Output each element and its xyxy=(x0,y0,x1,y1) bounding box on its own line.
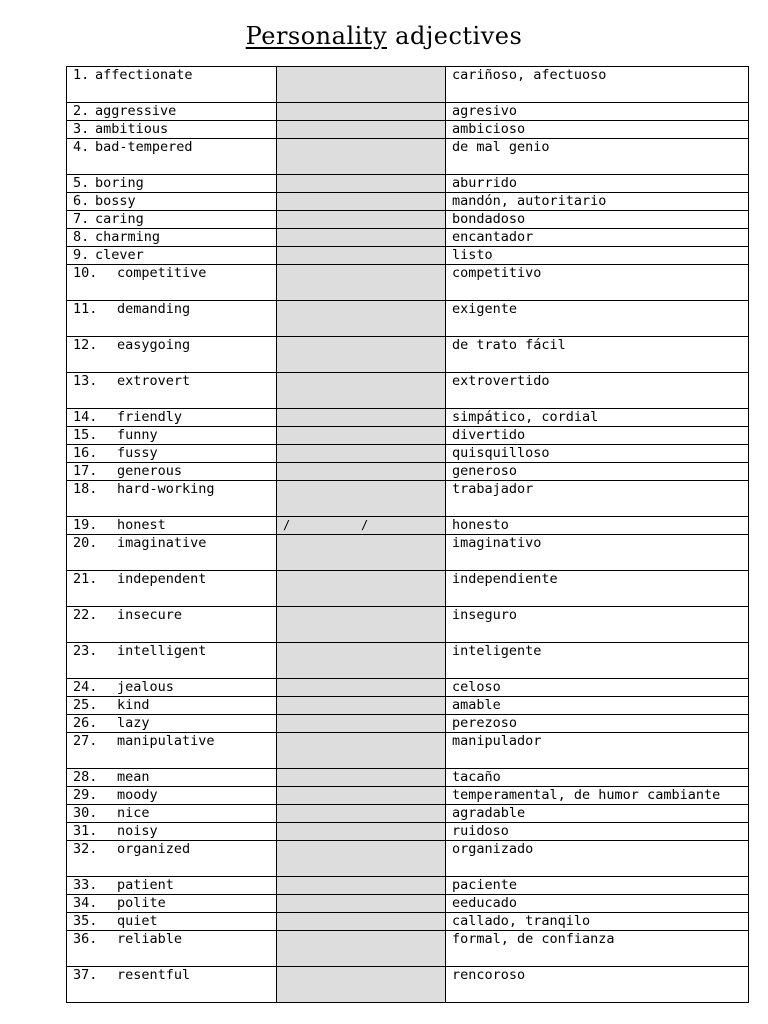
spanish-translation: bondadoso xyxy=(452,211,526,227)
item-number: 33. xyxy=(73,877,98,893)
spanish-translation: trabajador xyxy=(452,481,534,497)
spanish-translation: agresivo xyxy=(452,103,518,119)
english-word: honest xyxy=(117,517,166,533)
spanish-translation-cell xyxy=(446,463,749,481)
english-word-cell xyxy=(67,913,277,931)
spanish-translation: de trato fácil xyxy=(452,337,566,353)
spanish-translation-cell xyxy=(446,805,749,823)
table-row xyxy=(67,265,749,301)
spanish-translation-cell xyxy=(446,571,749,607)
spanish-translation: rencoroso xyxy=(452,967,526,983)
spanish-translation-cell xyxy=(446,697,749,715)
spanish-translation: paciente xyxy=(452,877,518,893)
english-word: clever xyxy=(95,247,144,263)
english-word: friendly xyxy=(117,409,183,425)
spanish-translation-cell xyxy=(446,211,749,229)
table-row xyxy=(67,895,749,913)
spanish-translation-cell xyxy=(446,103,749,121)
english-word: moody xyxy=(117,787,158,803)
blank-answer-cell[interactable] xyxy=(277,337,446,373)
item-number: 17. xyxy=(73,463,98,479)
english-word: kind xyxy=(117,697,150,713)
table-row xyxy=(67,427,749,445)
item-number: 4. xyxy=(73,139,90,155)
blank-answer-cell[interactable] xyxy=(277,805,446,823)
table-row xyxy=(67,463,749,481)
spanish-translation: mandón, autoritario xyxy=(452,193,607,209)
title-underlined-word: Personality xyxy=(245,22,388,50)
blank-answer-cell[interactable] xyxy=(277,643,446,679)
spanish-translation-cell xyxy=(446,427,749,445)
spanish-translation: inseguro xyxy=(452,607,518,623)
english-word-cell xyxy=(67,643,277,679)
spanish-translation: cariñoso, afectuoso xyxy=(452,67,607,83)
english-word: competitive xyxy=(117,265,207,281)
item-number: 1. xyxy=(73,67,90,83)
english-word: ambitious xyxy=(95,121,169,137)
spanish-translation: agradable xyxy=(452,805,526,821)
english-word-cell xyxy=(67,301,277,337)
table-row xyxy=(67,967,749,1003)
item-number: 5. xyxy=(73,175,90,191)
spanish-translation-cell xyxy=(446,445,749,463)
blank-answer-cell[interactable] xyxy=(277,463,446,481)
english-word-cell xyxy=(67,463,277,481)
spanish-translation: perezoso xyxy=(452,715,518,731)
blank-answer-cell[interactable] xyxy=(277,427,446,445)
item-number: 11. xyxy=(73,301,98,317)
item-number: 21. xyxy=(73,571,98,587)
english-word-cell xyxy=(67,67,277,103)
table-row xyxy=(67,301,749,337)
english-word-cell xyxy=(67,787,277,805)
blank-answer-cell[interactable] xyxy=(277,931,446,967)
english-word: bossy xyxy=(95,193,136,209)
spanish-translation-cell xyxy=(446,139,749,175)
item-number: 31. xyxy=(73,823,98,839)
spanish-translation: inteligente xyxy=(452,643,542,659)
blank-answer-cell[interactable] xyxy=(277,301,446,337)
blank-answer-cell[interactable] xyxy=(277,67,446,103)
spanish-translation-cell xyxy=(446,373,749,409)
item-number: 7. xyxy=(73,211,90,227)
english-word-cell xyxy=(67,931,277,967)
english-word-cell xyxy=(67,679,277,697)
table-row xyxy=(67,337,749,373)
english-word: generous xyxy=(117,463,183,479)
blank-answer-cell[interactable] xyxy=(277,535,446,571)
english-word: affectionate xyxy=(95,67,193,83)
english-word: fussy xyxy=(117,445,158,461)
english-word-cell xyxy=(67,733,277,769)
item-number: 24. xyxy=(73,679,98,695)
item-number: 12. xyxy=(73,337,98,353)
spanish-translation: quisquilloso xyxy=(452,445,550,461)
table-row xyxy=(67,931,749,967)
table-row xyxy=(67,373,749,409)
item-number: 30. xyxy=(73,805,98,821)
english-word: aggressive xyxy=(95,103,177,119)
english-word: extrovert xyxy=(117,373,191,389)
english-word: mean xyxy=(117,769,150,785)
spanish-translation: listo xyxy=(452,247,493,263)
english-word: easygoing xyxy=(117,337,191,353)
english-word-cell xyxy=(67,193,277,211)
english-word-cell xyxy=(67,427,277,445)
english-word-cell xyxy=(67,337,277,373)
blank-answer-cell[interactable] xyxy=(277,913,446,931)
english-word: boring xyxy=(95,175,144,191)
english-word: manipulative xyxy=(117,733,215,749)
table-row xyxy=(67,481,749,517)
table-row xyxy=(67,715,749,733)
spanish-translation-cell xyxy=(446,715,749,733)
spanish-translation-cell xyxy=(446,193,749,211)
spanish-translation-cell xyxy=(446,607,749,643)
spanish-translation: tacaño xyxy=(452,769,501,785)
item-number: 25. xyxy=(73,697,98,713)
item-number: 20. xyxy=(73,535,98,551)
english-word: organized xyxy=(117,841,191,857)
english-word-cell xyxy=(67,481,277,517)
spanish-translation: manipulador xyxy=(452,733,542,749)
english-word-cell xyxy=(67,877,277,895)
english-word: resentful xyxy=(117,967,191,983)
item-number: 3. xyxy=(73,121,90,137)
spanish-translation-cell xyxy=(446,643,749,679)
english-word: insecure xyxy=(117,607,183,623)
spanish-translation: ambicioso xyxy=(452,121,526,137)
table-row xyxy=(67,841,749,877)
blank-answer-cell[interactable] xyxy=(277,211,446,229)
english-word: imaginative xyxy=(117,535,207,551)
english-word-cell xyxy=(67,103,277,121)
adjectives-table xyxy=(66,66,749,1003)
english-word: caring xyxy=(95,211,144,227)
blank-answer-cell[interactable] xyxy=(277,697,446,715)
english-word-cell xyxy=(67,247,277,265)
english-word: polite xyxy=(117,895,166,911)
item-number: 32. xyxy=(73,841,98,857)
spanish-translation-cell xyxy=(446,481,749,517)
table-row xyxy=(67,103,749,121)
spanish-translation-cell xyxy=(446,121,749,139)
english-word: bad-tempered xyxy=(95,139,193,155)
table-row xyxy=(67,787,749,805)
spanish-translation: temperamental, de humor cambiante xyxy=(452,787,721,803)
blank-answer-cell[interactable] xyxy=(277,481,446,517)
english-word-cell xyxy=(67,715,277,733)
blank-answer-cell[interactable] xyxy=(277,607,446,643)
table-row xyxy=(67,823,749,841)
blank-answer-cell[interactable] xyxy=(277,517,446,535)
spanish-translation-cell xyxy=(446,265,749,301)
spanish-translation-cell xyxy=(446,841,749,877)
english-word: lazy xyxy=(117,715,150,731)
item-number: 35. xyxy=(73,913,98,929)
english-word-cell xyxy=(67,229,277,247)
table-row xyxy=(67,445,749,463)
title-rest: adjectives xyxy=(395,22,523,50)
item-number: 36. xyxy=(73,931,98,947)
table-row xyxy=(67,517,749,535)
spanish-translation-cell xyxy=(446,769,749,787)
english-word: demanding xyxy=(117,301,191,317)
blank-answer-cell[interactable] xyxy=(277,841,446,877)
english-word-cell xyxy=(67,265,277,301)
spanish-translation-cell xyxy=(446,175,749,193)
table-row xyxy=(67,535,749,571)
table-row xyxy=(67,643,749,679)
item-number: 28. xyxy=(73,769,98,785)
spanish-translation: simpático, cordial xyxy=(452,409,599,425)
item-number: 27. xyxy=(73,733,98,749)
english-word: quiet xyxy=(117,913,158,929)
english-word-cell xyxy=(67,895,277,913)
table-row xyxy=(67,679,749,697)
spanish-translation: organizado xyxy=(452,841,534,857)
slash-mark: / xyxy=(361,518,369,532)
blank-answer-cell[interactable] xyxy=(277,823,446,841)
english-word: intelligent xyxy=(117,643,207,659)
blank-answer-cell[interactable] xyxy=(277,787,446,805)
spanish-translation-cell xyxy=(446,877,749,895)
blank-answer-cell[interactable] xyxy=(277,265,446,301)
english-word-cell xyxy=(67,805,277,823)
item-number: 10. xyxy=(73,265,98,281)
blank-answer-cell[interactable] xyxy=(277,445,446,463)
blank-answer-cell[interactable] xyxy=(277,103,446,121)
english-word-cell xyxy=(67,697,277,715)
table-row xyxy=(67,175,749,193)
slash-mark: / xyxy=(283,518,291,532)
spanish-translation: callado, tranqilo xyxy=(452,913,591,929)
blank-answer-cell[interactable] xyxy=(277,895,446,913)
spanish-translation: extrovertido xyxy=(452,373,550,389)
english-word-cell xyxy=(67,841,277,877)
english-word: noisy xyxy=(117,823,158,839)
spanish-translation-cell xyxy=(446,301,749,337)
blank-answer-cell[interactable] xyxy=(277,139,446,175)
english-word: reliable xyxy=(117,931,183,947)
spanish-translation: encantador xyxy=(452,229,534,245)
table-row xyxy=(67,733,749,769)
table-row xyxy=(67,409,749,427)
blank-answer-cell[interactable] xyxy=(277,409,446,427)
spanish-translation: competitivo xyxy=(452,265,542,281)
spanish-translation: de mal genio xyxy=(452,139,550,155)
blank-answer-cell[interactable] xyxy=(277,967,446,1003)
spanish-translation-cell xyxy=(446,895,749,913)
english-word-cell xyxy=(67,175,277,193)
blank-answer-cell[interactable] xyxy=(277,193,446,211)
english-word-cell xyxy=(67,211,277,229)
spanish-translation-cell xyxy=(446,517,749,535)
table-row xyxy=(67,697,749,715)
spanish-translation-cell xyxy=(446,967,749,1003)
table-row xyxy=(67,571,749,607)
english-word: hard-working xyxy=(117,481,215,497)
blank-answer-cell[interactable] xyxy=(277,679,446,697)
table-row xyxy=(67,229,749,247)
english-word-cell xyxy=(67,967,277,1003)
english-word-cell xyxy=(67,571,277,607)
english-word: funny xyxy=(117,427,158,443)
spanish-translation: ruidoso xyxy=(452,823,509,839)
table-row xyxy=(67,769,749,787)
spanish-translation: formal, de confianza xyxy=(452,931,615,947)
english-word-cell xyxy=(67,445,277,463)
adjectives-table-body xyxy=(67,67,749,1003)
blank-answer-cell[interactable] xyxy=(277,229,446,247)
item-number: 23. xyxy=(73,643,98,659)
spanish-translation-cell xyxy=(446,535,749,571)
spanish-translation: eeducado xyxy=(452,895,518,911)
table-row xyxy=(67,67,749,103)
english-word-cell xyxy=(67,823,277,841)
spanish-translation: exigente xyxy=(452,301,518,317)
table-row xyxy=(67,211,749,229)
english-word-cell xyxy=(67,121,277,139)
spanish-translation: honesto xyxy=(452,517,509,533)
table-row xyxy=(67,193,749,211)
table-row xyxy=(67,913,749,931)
item-number: 2. xyxy=(73,103,90,119)
blank-answer-cell[interactable] xyxy=(277,877,446,895)
english-word: patient xyxy=(117,877,174,893)
spanish-translation-cell xyxy=(446,913,749,931)
blank-answer-cell[interactable] xyxy=(277,121,446,139)
english-word: charming xyxy=(95,229,161,245)
table-row xyxy=(67,607,749,643)
spanish-translation-cell xyxy=(446,337,749,373)
item-number: 6. xyxy=(73,193,90,209)
item-number: 34. xyxy=(73,895,98,911)
item-number: 15. xyxy=(73,427,98,443)
english-word-cell xyxy=(67,409,277,427)
spanish-translation: divertido xyxy=(452,427,526,443)
blank-answer-cell[interactable] xyxy=(277,715,446,733)
table-row xyxy=(67,139,749,175)
english-word-cell xyxy=(67,373,277,409)
spanish-translation-cell xyxy=(446,409,749,427)
spanish-translation-cell xyxy=(446,229,749,247)
english-word: jealous xyxy=(117,679,174,695)
spanish-translation-cell xyxy=(446,67,749,103)
spanish-translation: generoso xyxy=(452,463,518,479)
english-word-cell xyxy=(67,607,277,643)
item-number: 37. xyxy=(73,967,98,983)
spanish-translation: amable xyxy=(452,697,501,713)
spanish-translation-cell xyxy=(446,679,749,697)
item-number: 14. xyxy=(73,409,98,425)
table-row xyxy=(67,121,749,139)
english-word-cell xyxy=(67,517,277,535)
item-number: 13. xyxy=(73,373,98,389)
page-title xyxy=(0,22,768,50)
blank-answer-cell[interactable] xyxy=(277,571,446,607)
item-number: 19. xyxy=(73,517,98,533)
blank-answer-cell[interactable] xyxy=(277,175,446,193)
table-row xyxy=(67,805,749,823)
item-number: 9. xyxy=(73,247,90,263)
item-number: 29. xyxy=(73,787,98,803)
english-word-cell xyxy=(67,535,277,571)
spanish-translation: imaginativo xyxy=(452,535,542,551)
blank-answer-cell[interactable] xyxy=(277,373,446,409)
item-number: 18. xyxy=(73,481,98,497)
spanish-translation-cell xyxy=(446,823,749,841)
english-word: nice xyxy=(117,805,150,821)
table-row xyxy=(67,877,749,895)
english-word-cell xyxy=(67,139,277,175)
spanish-translation-cell xyxy=(446,733,749,769)
item-number: 26. xyxy=(73,715,98,731)
blank-answer-cell[interactable] xyxy=(277,733,446,769)
english-word: independent xyxy=(117,571,207,587)
spanish-translation-cell xyxy=(446,931,749,967)
spanish-translation-cell xyxy=(446,247,749,265)
vocabulary-sheet xyxy=(66,66,748,1003)
spanish-translation-cell xyxy=(446,787,749,805)
item-number: 22. xyxy=(73,607,98,623)
english-word-cell xyxy=(67,769,277,787)
blank-answer-cell[interactable] xyxy=(277,769,446,787)
item-number: 8. xyxy=(73,229,90,245)
item-number: 16. xyxy=(73,445,98,461)
table-row xyxy=(67,247,749,265)
spanish-translation: celoso xyxy=(452,679,501,695)
spanish-translation: aburrido xyxy=(452,175,518,191)
blank-answer-cell[interactable] xyxy=(277,247,446,265)
spanish-translation: independiente xyxy=(452,571,558,587)
